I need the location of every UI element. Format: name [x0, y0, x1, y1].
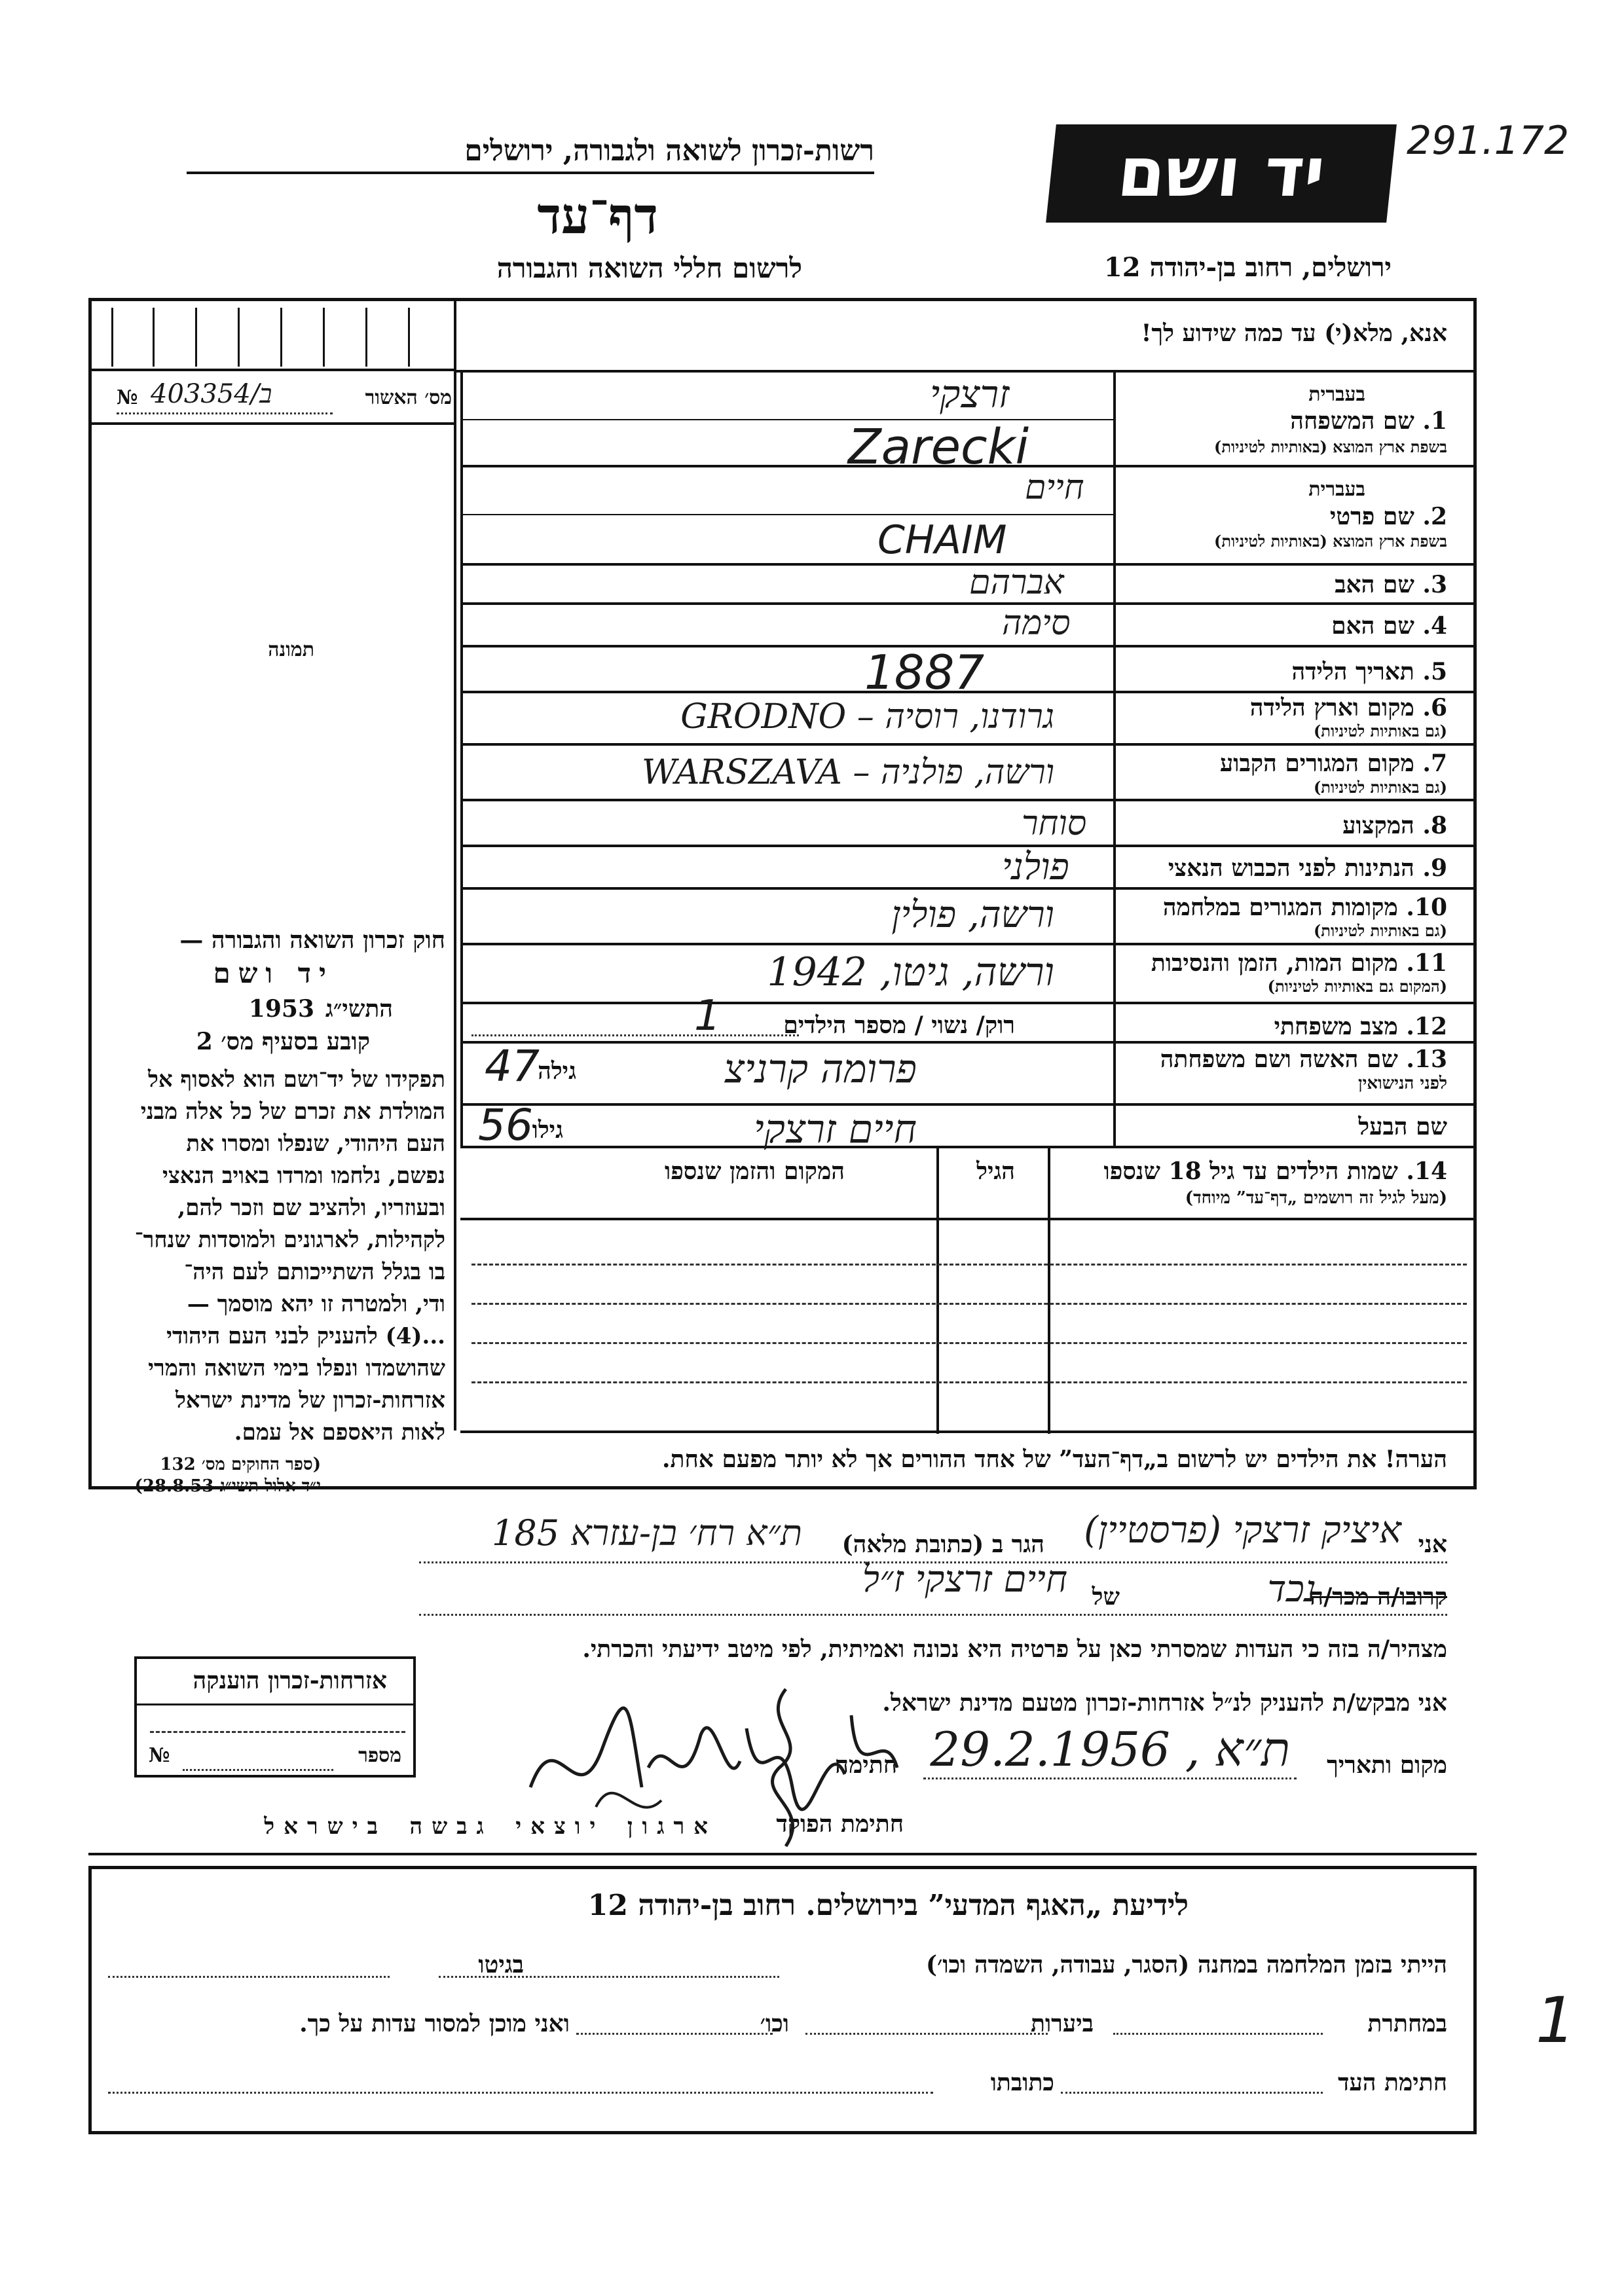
- row-line-9: [460, 887, 1477, 890]
- field-1-value-he: זרצקי: [930, 372, 1010, 416]
- field-3-label: 3. שם האב: [1335, 571, 1447, 598]
- bottom-line-2d: ואני מוכן למסור עדות על כך.: [299, 2010, 570, 2037]
- form-subtitle: לרשום חללי השואה והגבורה: [496, 252, 802, 284]
- law-line: לאות היאספם אל עמם.: [234, 1419, 445, 1446]
- children-row-3: [471, 1342, 1467, 1344]
- place-date-value: ת״א , 29.2.1956: [930, 1722, 1290, 1777]
- cert-number-line: [183, 1769, 333, 1771]
- field-2-label: 2. שם פרטי: [1329, 503, 1447, 530]
- field-4-value: סימה: [1002, 604, 1071, 643]
- handwritten-reference: 291.172: [1407, 118, 1570, 164]
- tally-boxes: [111, 308, 445, 367]
- field-13-sub: לפני הנישואין: [1357, 1074, 1447, 1093]
- children-header-line: [460, 1218, 1477, 1220]
- law-clause: קובע בסעיף מס׳ 2: [196, 1028, 370, 1055]
- row-line-3: [460, 602, 1477, 605]
- declaration-bottom-line: [88, 1853, 1477, 1855]
- approval-number-line: [117, 412, 333, 414]
- authority-underline: [187, 172, 874, 174]
- marital-options: רוק/ נשוי / מספר הילדים: [783, 1011, 1015, 1039]
- field-12-label: 12. מצב משפחתי: [1274, 1013, 1447, 1040]
- row-line-13: [460, 1103, 1477, 1106]
- field-8-value: סוחר: [1022, 804, 1087, 843]
- logo-text: יד ושם: [1114, 132, 1329, 212]
- children-col-divider-1: [1048, 1146, 1050, 1434]
- declarant-address: ת״א רח׳ בן-עזרא 185: [492, 1512, 802, 1554]
- husband-label: שם הבעל: [1358, 1113, 1447, 1140]
- authority-name: רשות-זכרון לשואה ולגבורה, ירושלים: [464, 134, 874, 168]
- row-line-11: [460, 1002, 1477, 1004]
- law-year: 1953: [248, 995, 314, 1023]
- law-line: תפקידו של יד־ושם הוא לאסוף אל: [147, 1066, 445, 1093]
- children-col-age: הגיל: [976, 1157, 1015, 1185]
- field-2-value-latin: CHAIM: [877, 517, 1007, 563]
- husband-age: 56: [478, 1100, 533, 1150]
- law-line: ...(4) להעניק לבני העם היהודי: [166, 1323, 445, 1349]
- relation-label: קרובו/ה מכר/ה: [1310, 1583, 1447, 1611]
- request-text: אני מבקש/ת להעניק לנ״ל אזרחות-זכרון מטעם מדינת ישראל.: [882, 1689, 1447, 1717]
- bottom-line-1b: בגיטו: [478, 1951, 524, 1978]
- relation-line: [419, 1614, 1447, 1616]
- approval-number-symbol: №: [117, 386, 138, 409]
- officer-signature: [747, 1683, 825, 1853]
- field-1-sub-top: בעברית: [1308, 383, 1365, 406]
- field-11-sub: (המקום גם באותיות לטיניות): [1267, 977, 1447, 996]
- field-1-sub: בשפת ארץ המוצא (באותיות לטיניות): [1214, 437, 1447, 456]
- field-7-sub: (גם באותיות לטיניות): [1313, 778, 1447, 797]
- row-line-10: [460, 943, 1477, 945]
- place-date-label: מקום ותאריך: [1327, 1751, 1447, 1779]
- children-row-4: [471, 1381, 1467, 1383]
- row-line-7: [460, 799, 1477, 801]
- field-3-value: אברהם: [969, 563, 1064, 602]
- law-name: יד ושם: [213, 957, 334, 989]
- law-line: המולדת את זכרם של כל אלה מבני: [140, 1099, 445, 1125]
- value-column-divider: [460, 370, 463, 1146]
- left-column-divider: [454, 298, 456, 1430]
- field-6-label: 6. מקום וארץ הלידה: [1249, 694, 1447, 721]
- form-title: דף־עד: [537, 187, 658, 245]
- tally-row-line: [88, 369, 455, 371]
- row-2-sub-line: [460, 514, 1115, 515]
- field-7-label: 7. מקום המגורים הקבוע: [1219, 750, 1447, 777]
- law-line: לקהילות, לארגונים ולמוסדות שנחר־: [134, 1227, 445, 1253]
- address: ירושלים, רחוב בן-יהודה 12: [1103, 252, 1392, 283]
- residing-label: הגר ב (כתובת מלאה): [841, 1531, 1044, 1558]
- bottom-line-3b: כתובתו: [990, 2069, 1054, 2096]
- photo-label: תמונה: [268, 638, 314, 661]
- children-sublabel: (מעל לגיל זה רושמים „דף־עד” מיוחד): [1185, 1188, 1447, 1208]
- underground-line: [1113, 2033, 1323, 2035]
- cert-number-label: מספר: [358, 1744, 401, 1767]
- cert-box-dash: [150, 1731, 405, 1733]
- relation-value: נכד: [1267, 1568, 1316, 1611]
- field-6-value: גרודנו, רוסיה – GRODNO: [680, 697, 1054, 737]
- law-line: נפשם, נלחמו ומרדו באויב הנאצי: [162, 1163, 445, 1189]
- instruction: אנא, מלא(י) עד כמה שידוע לך!: [1141, 319, 1447, 347]
- field-2-sub: בשפת ארץ המוצא (באותיות לטיניות): [1214, 532, 1447, 551]
- law-line: שהושמדו ונפלו בימי השואה והמרי: [148, 1355, 445, 1381]
- children-count: 1: [694, 992, 721, 1040]
- law-heading: חוק זכרון השואה והגבורה —: [179, 926, 445, 954]
- yad-vashem-logo: [1046, 124, 1397, 223]
- field-9-value: פולני: [1002, 846, 1069, 888]
- field-4-label: 4. שם האם: [1331, 612, 1447, 640]
- field-1-value-latin: Zarecki: [848, 419, 1029, 475]
- law-text: [79, 1064, 445, 1449]
- approval-number: 403354/ב: [151, 379, 272, 409]
- cert-number-symbol: №: [149, 1744, 170, 1767]
- bottom-line-2a: במחתרת: [1367, 2010, 1447, 2037]
- bottom-line-2b: ביערות: [1030, 2010, 1094, 2037]
- cert-box: [134, 1656, 416, 1777]
- children-row-2: [471, 1303, 1467, 1305]
- field-10-value: ורשה, פולין: [891, 894, 1054, 936]
- signature-label: חתימה: [835, 1751, 897, 1779]
- field-11-value: ורשה, גיטו, 1942: [767, 949, 1054, 995]
- field-8-label: 8. המקצוע: [1342, 812, 1447, 839]
- of-label: של: [1092, 1583, 1120, 1611]
- field-2-sub-top: בעברית: [1308, 478, 1365, 501]
- margin-mark: 1: [1536, 1984, 1576, 2057]
- bottom-line-2c: וכו׳: [760, 2010, 789, 2037]
- row-line-8: [460, 845, 1477, 847]
- field-10-label: 10. מקומות המגורים במלחמה: [1162, 894, 1447, 921]
- approval-label: מס׳ האשור: [365, 386, 452, 409]
- label-column-divider: [1113, 370, 1116, 1146]
- affirm-text: מצהיר/ה בזה כי העדות שמסרתי כאן על פרטיה היא נכונה ואמיתית, לפי מיטב ידיעתי והכרתי.: [582, 1635, 1447, 1663]
- row-line-6: [460, 743, 1477, 746]
- field-5-label: 5. תאריך הלידה: [1291, 658, 1447, 685]
- field-12-line: [471, 1034, 799, 1036]
- field-13-age: 47: [485, 1041, 540, 1091]
- law-source-2: י״ד אלול תשי״ג 28.8.53): [134, 1476, 321, 1496]
- law-line: העם היהודי, שנפלו ומסרו את: [186, 1131, 445, 1157]
- children-bottom-line: [460, 1430, 1477, 1433]
- field-13-value: פרומה קרניצ: [724, 1046, 917, 1092]
- children-col-divider-2: [936, 1146, 939, 1434]
- children-note: הערה! את הילדים יש לרשום ב„דף־העד” של אחד ההורים אך לא יותר מפעם אחת.: [662, 1446, 1447, 1473]
- field-9-label: 9. הנתינות לפני הכבוש הנאצי: [1168, 854, 1447, 882]
- field-5-value: 1887: [864, 645, 985, 700]
- field-2-value-he: חיים: [1025, 468, 1084, 507]
- of-name: חיים זרצקי ז״ל: [862, 1558, 1067, 1601]
- law-line: אזרחות-זכרון של מדינת ישראל: [175, 1387, 445, 1413]
- field-1-label: 1. שם המשפחה: [1290, 407, 1447, 435]
- declaration-i: אני: [1418, 1531, 1447, 1558]
- approval-row-line: [88, 422, 455, 425]
- law-source-1: (ספר החוקים מס׳ 132: [160, 1455, 321, 1474]
- husband-value: חיים זרצקי: [754, 1106, 917, 1152]
- etc-line: [576, 2033, 773, 2035]
- witness-signature-line: [1061, 2092, 1323, 2094]
- children-row-1: [471, 1264, 1467, 1266]
- ghetto-line: [108, 1976, 390, 1978]
- row-line-14: [460, 1146, 1477, 1148]
- witness-address-line: [108, 2092, 933, 2094]
- husband-age-label: גילו: [532, 1116, 563, 1144]
- row-line-2: [460, 563, 1477, 566]
- officer-stamp: ארגון יוצאי גבשה בישראל: [264, 1813, 717, 1840]
- law-line: בו בגלל השתייכותם לעם היה־: [184, 1259, 445, 1285]
- bottom-line-3a: חתימת העד: [1338, 2069, 1447, 2096]
- field-13-age-label: גילה: [538, 1057, 576, 1085]
- field-7-value: ורשה, פולניה – WARSZAVA: [642, 753, 1054, 792]
- law-line: ודי, ולמטרה זו יהא מוסמך —: [187, 1291, 445, 1317]
- law-year-he: התשי״ג: [325, 995, 393, 1023]
- declarant-name: איציק זרצקי (פרסטיין): [1084, 1509, 1401, 1552]
- bottom-heading: לידיעת „האגף המדעי” בירושלים. רחוב בן-יהודה 12: [587, 1889, 1189, 1922]
- children-label: 14. שמות הילדים עד גיל 18 שנספו: [1103, 1157, 1447, 1185]
- cert-box-line: [137, 1704, 413, 1705]
- row-line-12: [460, 1041, 1477, 1044]
- field-6-sub: (גם באותיות לטיניות): [1313, 721, 1447, 740]
- field-10-sub: (גם באותיות לטיניות): [1313, 921, 1447, 940]
- forests-line: [805, 2033, 1048, 2035]
- law-line: ובעוזריו, ולהציב שם וזכר להם,: [177, 1195, 445, 1221]
- bottom-line-1a: הייתי בזמן המלחמה במחנה (הסגר, עבודה, השמדה וכו׳): [926, 1951, 1447, 1978]
- field-13-label: 13. שם האשה ושם משפחתה: [1160, 1046, 1447, 1073]
- children-col-place: המקום והזמן שנספו: [665, 1157, 845, 1185]
- field-11-label: 11. מקום המות, הזמן והנסיבות: [1151, 949, 1447, 977]
- officer-label: חתימת הפוקד: [776, 1810, 904, 1838]
- place-date-line: [923, 1777, 1297, 1779]
- cert-label: אזרחות-זכרון הוענקה: [193, 1667, 387, 1694]
